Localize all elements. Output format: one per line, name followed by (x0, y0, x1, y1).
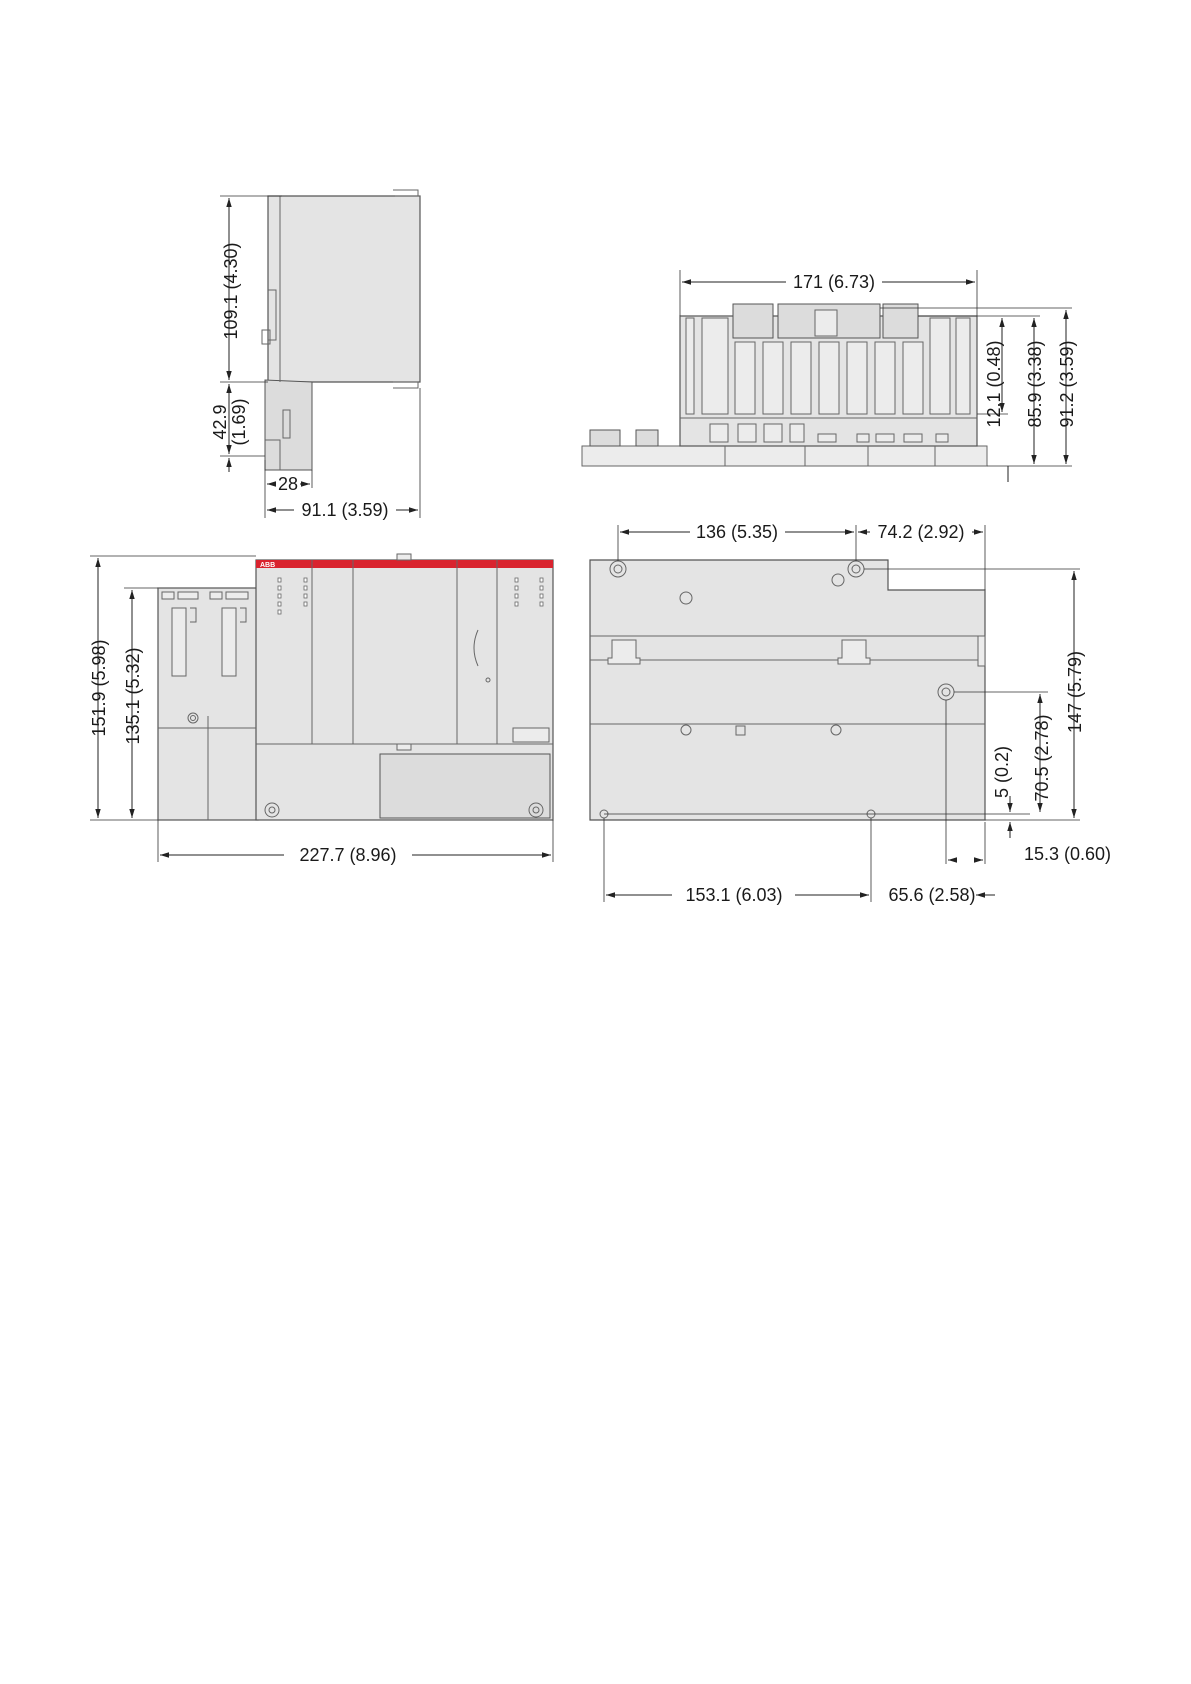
side-rail-width-label: 28 (277, 474, 299, 494)
side-lower-height-label: 42.9 (210, 404, 230, 440)
front-view-housing (158, 554, 553, 820)
rear-hole-height-label: 70.5 (2.78) (1032, 714, 1052, 802)
rear-view-housing (590, 560, 985, 820)
rear-hole-offset-bottom-label: 65.6 (2.58) (888, 885, 976, 905)
rear-total-height-label: 147 (5.79) (1065, 650, 1085, 734)
top-view (582, 270, 1077, 482)
rear-bottom-offset-label: 5 (0.2) (992, 745, 1012, 799)
side-view-housing (262, 190, 420, 470)
front-view (89, 554, 553, 865)
top-body-depth-label: 85.9 (3.38) (1025, 340, 1045, 428)
side-upper-height-label: 109.1 (4.30) (221, 242, 241, 340)
rear-hole-spacing-top-label: 136 (5.35) (695, 522, 779, 542)
front-total-width-label: 227.7 (8.96) (299, 845, 397, 865)
front-total-height-label: 151.9 (5.98) (89, 639, 109, 737)
top-terminal-height-label: 12.1 (0.48) (984, 340, 1004, 428)
top-view-housing (582, 304, 987, 466)
side-lower-height-inch-label: (1.69) (229, 398, 249, 446)
top-width-label: 171 (6.73) (792, 272, 876, 292)
rear-view (590, 522, 1111, 905)
rear-hole-offset-top-label: 74.2 (2.92) (877, 522, 965, 542)
brand-logo: ABB (260, 562, 276, 569)
rear-side-offset-label: 15.3 (0.60) (1024, 844, 1112, 864)
front-module-height-label: 135.1 (5.32) (123, 647, 143, 745)
top-total-depth-label: 91.2 (3.59) (1057, 340, 1077, 428)
side-view (210, 190, 420, 520)
rear-hole-spacing-bottom-label: 153.1 (6.03) (685, 885, 783, 905)
side-depth-label: 91.1 (3.59) (301, 500, 389, 520)
